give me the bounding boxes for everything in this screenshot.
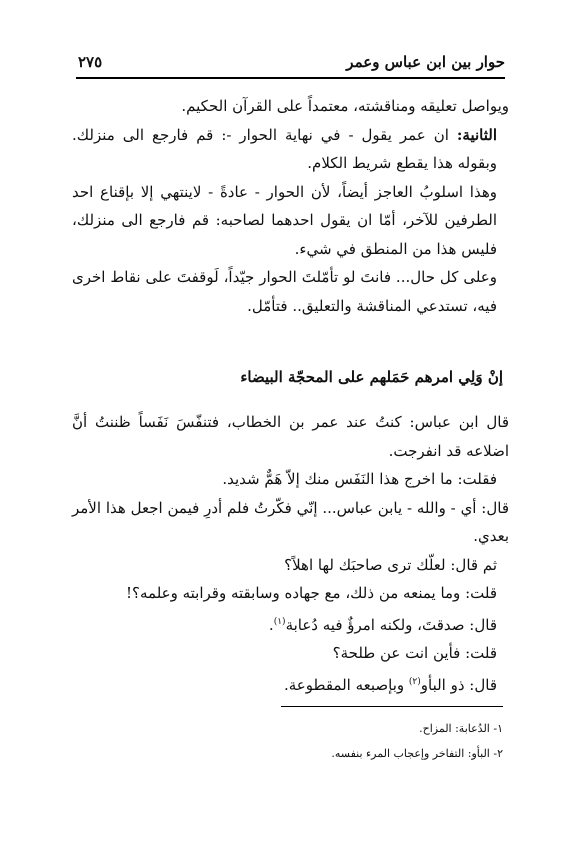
footnotes: [73, 716, 503, 766]
section-heading: إنْ وَلِي امرهم حَمَلهم على المحجّة البيضاء: [240, 368, 503, 386]
dialogue-line: قلت: وما يمنعه من ذلك، مع جهاده وسابقته وقرابته وعلمه؟!: [125, 584, 497, 602]
page-number: ٢٧٥: [78, 53, 103, 71]
footnote-marker[interactable]: (١): [273, 616, 286, 627]
dialogue-line: ثم قال: لعلّك ترى صاحبَك لها اهلاً؟: [284, 555, 497, 574]
running-title: حوار بين ابن عباس وعمر: [346, 53, 505, 71]
dialogue-line: قال: أي - والله - يابن عباس... إنّي فكّرتُ فلم أدرِ فيمن اجعل هذا الأمر بعدي.: [72, 498, 509, 545]
paragraph: وعلى كل حال... فانتَ لو تأمّلتَ الحوار جيّداً، لَوقفتَ على نقاط اخرى فيه، تستدعي المناقشة والتعليق.. فتأمّل.: [72, 268, 497, 315]
footnote-separator: [281, 706, 503, 707]
paragraph: ويواصل تعليقه ومناقشته، معتمداً على القرآن الحكيم.: [181, 97, 509, 115]
dialogue-line: فقلت: ما اخرج هذا النَفَس منك إلاّ هَمٌّ شديد.: [222, 470, 497, 488]
dialogue-block: [72, 408, 509, 699]
dialogue-text: وبإصبعه المقطوعة.: [284, 675, 409, 694]
footnote-marker[interactable]: (٢): [408, 676, 421, 687]
dialogue-text: .: [268, 615, 274, 634]
footnote: ٢- البأو: التفاخر وإعجاب المرء بنفسه.: [331, 747, 503, 760]
dialogue-line: قال ابن عباس: كنتُ عند عمر بن الخطاب، فتنفّسَ نَفَساً ظننتُ أنَّ اضلاعه قد انفرجت.: [72, 413, 509, 460]
dialogue-text: قال: صدقتَ، ولكنه امرؤٌ فيه دُعابة: [285, 615, 497, 634]
footnote: ١- الدُعابة: المزاح.: [419, 722, 503, 735]
dialogue-line: [72, 668, 509, 700]
page-header: [76, 49, 505, 79]
body-text: [72, 92, 509, 320]
paragraph-text: ان عمر يقول - في نهاية الحوار -: قم فارجع الى منزلك. وبقوله هذا يقطع شريط الكلام.: [72, 125, 497, 172]
dialogue-line: [72, 608, 509, 640]
dialogue-line: قلت: فأين انت عن طلحة؟: [332, 644, 497, 662]
paragraph: [72, 121, 509, 178]
paragraph: وهذا اسلوبُ العاجز أيضاً، لأن الحوار - عادةً - لاينتهي إلا بإقناع احد الطرفين للآخر، أمّا ان يقول احدهما لصاحبه: قم فارجع الى منزلك، فليس هذا من المنطق في شيء.: [72, 182, 497, 258]
point-label: الثانية:: [456, 125, 497, 144]
dialogue-text: قال: ذو البأو: [420, 675, 497, 694]
